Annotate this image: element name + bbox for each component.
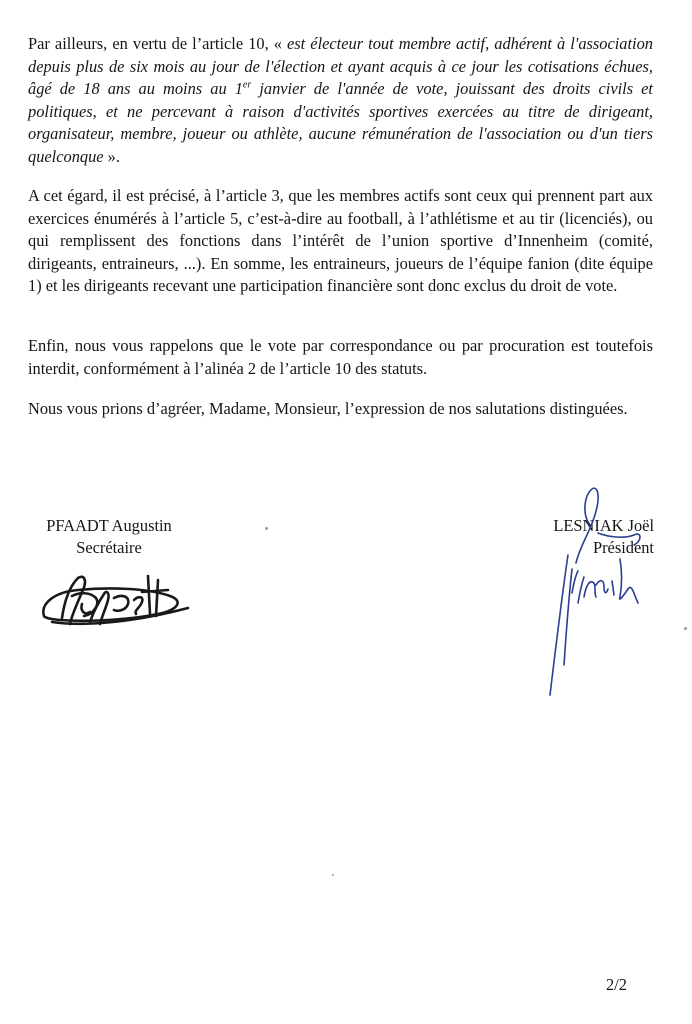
secretary-name: PFAADT Augustin bbox=[46, 516, 172, 535]
ordinal-superscript: er bbox=[242, 79, 252, 91]
president-role: Président bbox=[592, 538, 654, 557]
scan-speck bbox=[265, 527, 268, 530]
president-signature bbox=[538, 485, 658, 700]
scan-speck bbox=[684, 627, 687, 630]
signatory-secretary bbox=[28, 515, 190, 559]
paragraph-active-members: A cet égard, il est précisé, à l’article 3, que les membres actifs sont ceux qui prennent part aux exercices énumérés à l’article 5, c’est-à-dire au football, à l’athlétisme et au tir (licenciés), ou qui remplissent des fonctions dans l’intérêt de l’union sportive d’Innenheim (comité, dirigeants, entraineurs, ...). En somme, les entraineurs, joueurs de l’équipe fanion (dite équipe 1) et les dirigeants recevant une participation financière sont donc exclus du droit de vote. bbox=[28, 186, 653, 296]
quoted-article-10: est électeur tout membre actif, adhérent à l'association depuis plus de six mois au jour de l'élection et ayant acquis à ce jour les cotisations échues, âgé de 18 ans au moins au 1er janvier de l'année de vote, jouissant des droits civils et politiques, et ne percevant à raison d'activités sportives exercées au titre de dirigeant, organisateur, membre, joueur ou athlète, aucune rémunération de l'association ou d'un tiers quelconque bbox=[28, 34, 653, 166]
paragraph-proxy-vote: Enfin, nous vous rappelons que le vote par correspondance ou par procuration est toutefois interdit, conformément à l’alinéa 2 de l’article 10 des statuts. bbox=[28, 336, 653, 378]
scan-speck bbox=[332, 874, 334, 876]
paragraph-tail: ». bbox=[103, 146, 120, 166]
page-number: 2/2 bbox=[606, 975, 627, 994]
paragraph-lead: Par ailleurs, en vertu de l’article 10, « bbox=[28, 34, 288, 53]
president-name: LESNIAK Joël bbox=[553, 516, 654, 535]
secretary-signature bbox=[38, 570, 198, 632]
paragraph-closing: Nous vous prions d’agréer, Madame, Monsieur, l’expression de nos salutations distinguées. bbox=[28, 399, 628, 418]
paragraph-voting-eligibility bbox=[28, 33, 653, 169]
secretary-role: Secrétaire bbox=[76, 538, 142, 557]
